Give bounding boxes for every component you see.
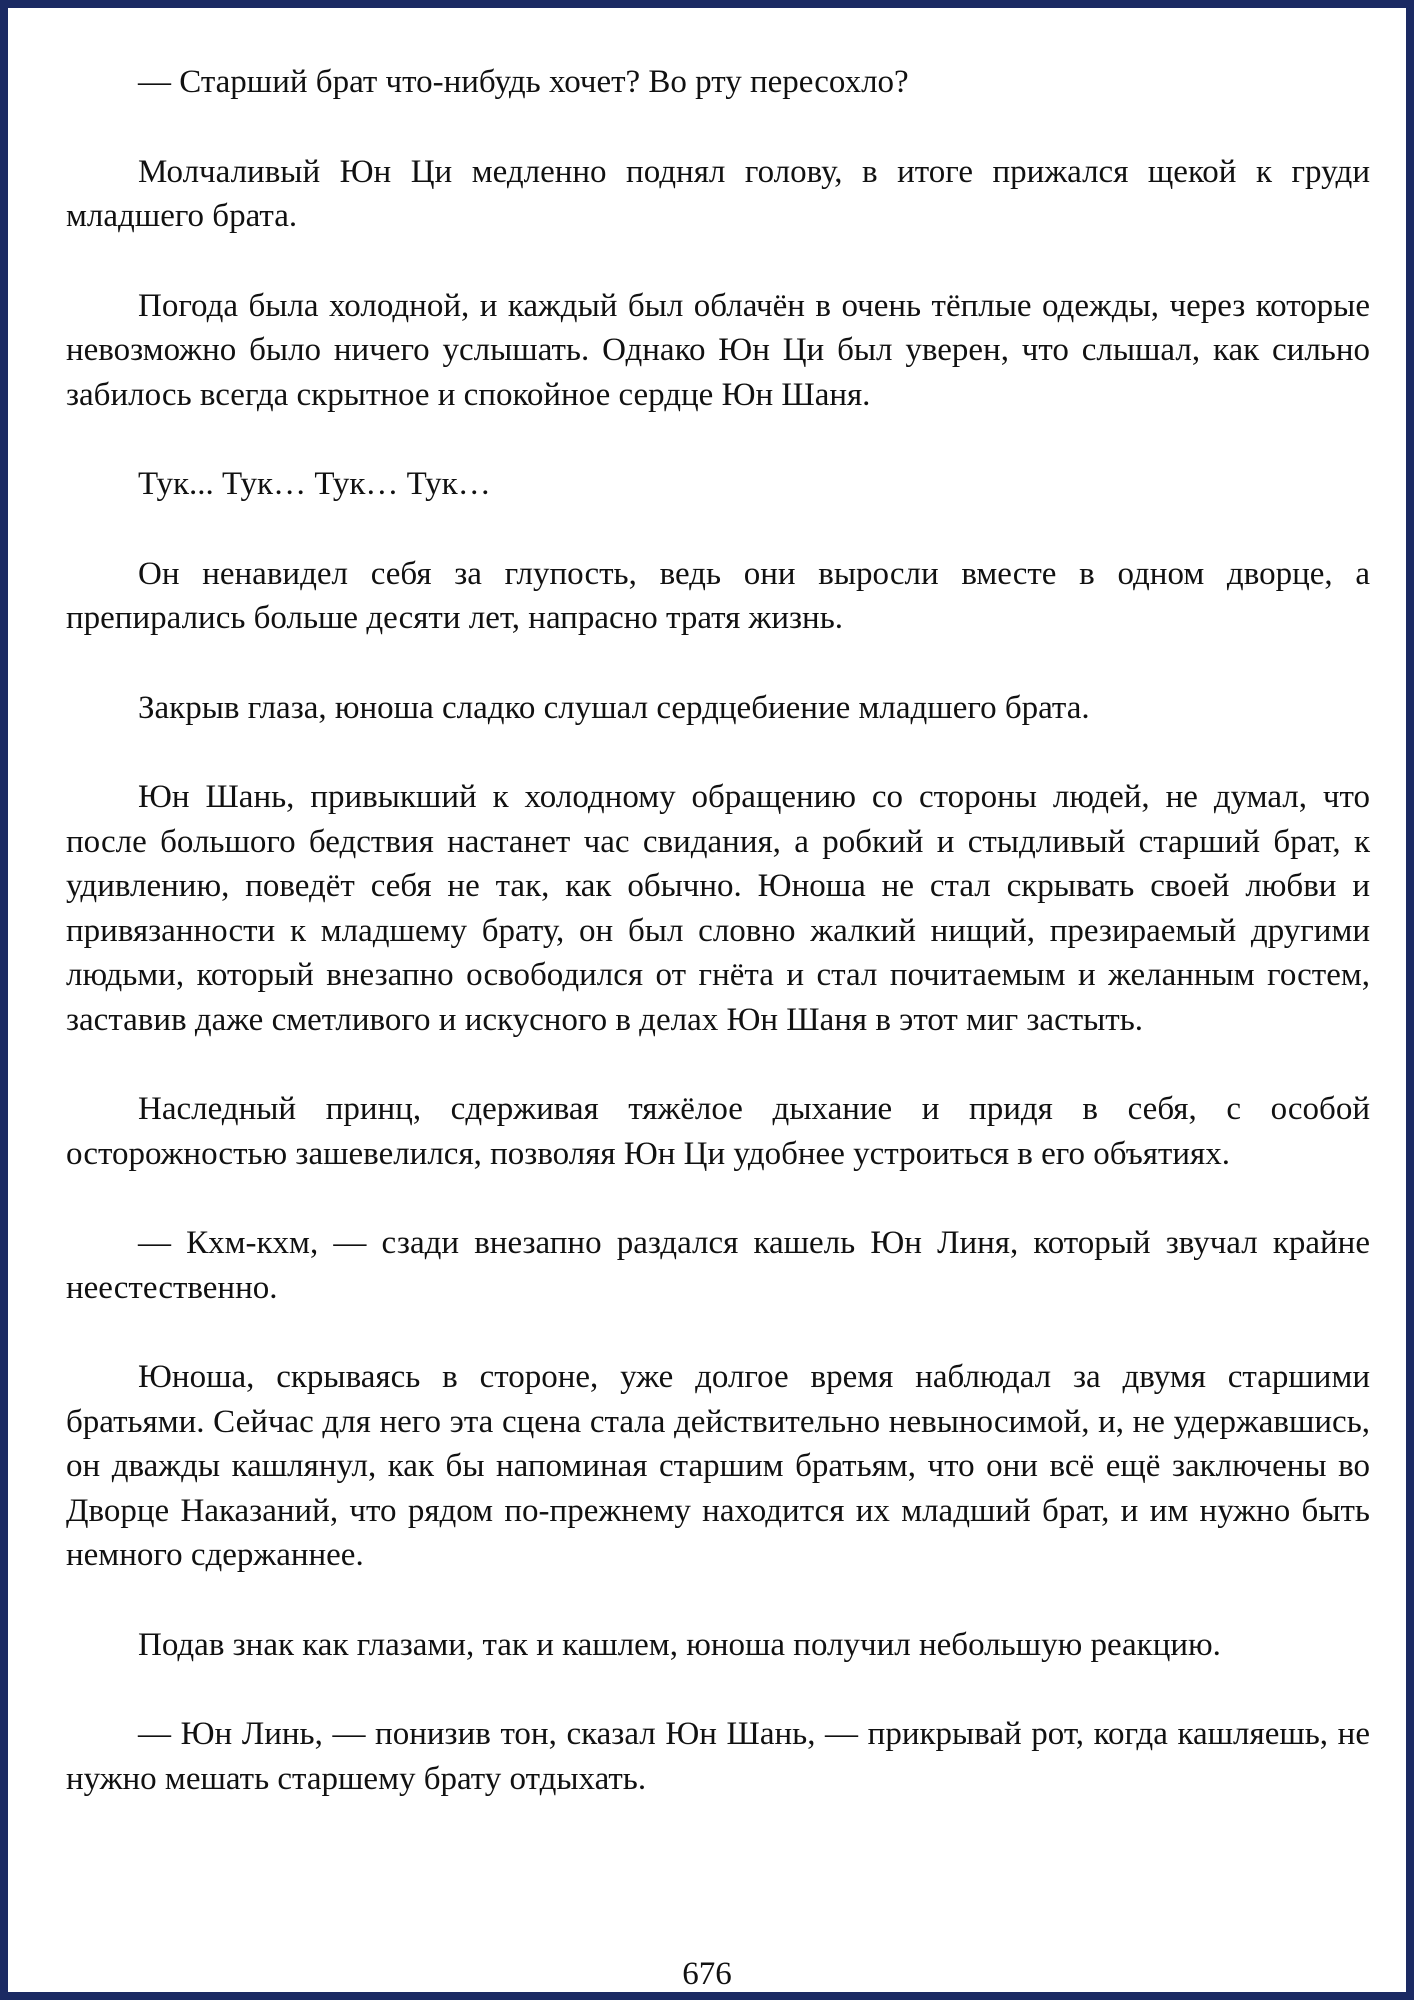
page-body <box>66 60 1370 1846</box>
paragraph: Погода была холодной, и каждый был облачён в очень тёплые одежды, через которые невозможно было ничего услышать. Однако Юн Ци был уверен, что слышал, как сильно забилось всегда скрытное и спокойное сердце Юн Шаня. <box>66 287 1370 413</box>
paragraph: Он ненавидел себя за глупость, ведь они выросли вместе в одном дворце, а препирались больше десяти лет, напрасно тратя жизнь. <box>66 555 1370 636</box>
paragraph: Молчаливый Юн Ци медленно поднял голову, в итоге прижался щекой к груди младшего брата. <box>66 153 1370 234</box>
paragraph: Юноша, скрываясь в стороне, уже долгое время наблюдал за двумя старшими братьями. Сейчас для него эта сцена стала действительно невыносимой, и, не удержавшись, он дважды кашлянул, как бы напоминая старшим братьям, что они всё ещё заключены во Дворце Наказаний, что рядом по-прежнему находится их младший брат, и им нужно быть немного сдержаннее. <box>66 1359 1370 1573</box>
paragraph: — Юн Линь, — понизив тон, сказал Юн Шань, — прикрывай рот, когда кашляешь, не нужно мешать старшему брату отдыхать. <box>66 1716 1370 1797</box>
paragraph: Наследный принц, сдерживая тяжёлое дыхание и придя в себя, с особой осторожностью зашевелился, позволяя Юн Ци удобнее устроиться в его объятиях. <box>66 1091 1370 1172</box>
paragraph: — Кхм-кхм, — сзади внезапно раздался кашель Юн Линя, который звучал крайне неестественно. <box>66 1225 1370 1306</box>
paragraph: Подав знак как глазами, так и кашлем, юноша получил небольшую реакцию. <box>138 1626 1221 1663</box>
paragraph: Закрыв глаза, юноша сладко слушал сердцебиение младшего брата. <box>138 689 1090 726</box>
page-number: 676 <box>682 1956 732 1992</box>
paragraph: — Старший брат что-нибудь хочет? Во рту пересохло? <box>138 64 909 100</box>
paragraph: Тук... Тук… Тук… Тук… <box>138 466 491 502</box>
paragraph: Юн Шань, привыкший к холодному обращению со стороны людей, не думал, что после большого бедствия настанет час свидания, а робкий и стыдливый старший брат, к удивлению, поведёт себя не так, как обычно. Юноша не стал скрывать своей любви и привязанности к младшему брату, он был словно жалкий нищий, презираемый другими людьми, который внезапно освободился от гнёта и стал почитаемым и желанным гостем, заставив даже сметливого и искусного в делах Юн Шаня в этот миг застыть. <box>66 779 1370 1038</box>
